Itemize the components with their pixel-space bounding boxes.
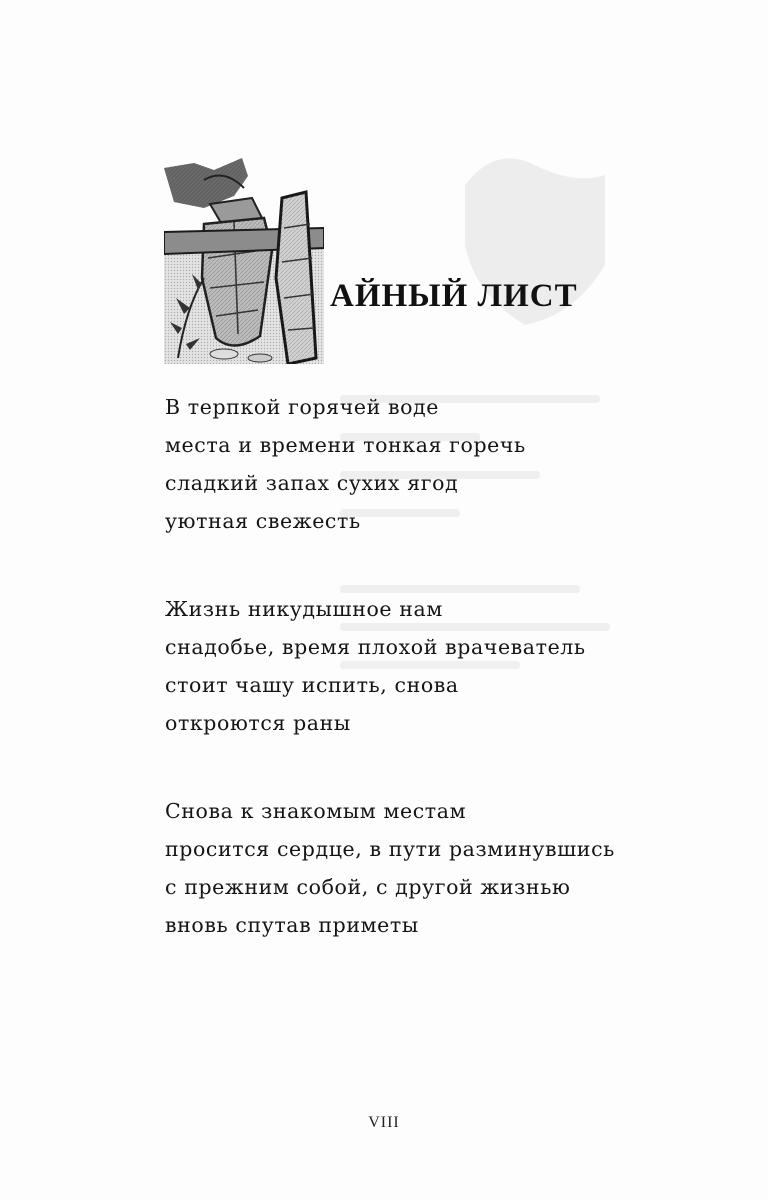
poem-line: В терпкой горячей воде — [165, 395, 440, 419]
poem-line: сладкий запах сухих ягод — [165, 471, 459, 495]
stanza — [165, 792, 645, 944]
poem-line: стоит чашу испить, снова — [165, 673, 459, 697]
poem-line: места и времени тонкая горечь — [165, 433, 526, 457]
poem-line: просится сердце, в пути разминувшись — [165, 837, 615, 861]
stanza — [165, 388, 645, 540]
poem-line: откроются раны — [165, 711, 351, 735]
poem-line: с прежним собой, с другой жизнью — [165, 875, 571, 899]
stanza — [165, 590, 645, 742]
poem-title: АЙНЫЙ ЛИСТ — [330, 278, 578, 314]
poem-line: уютная свежесть — [165, 509, 361, 533]
poem-line: снадобье, время плохой врачеватель — [165, 635, 586, 659]
illustrated-drop-cap-icon — [164, 158, 324, 364]
page-number: VIII — [368, 1114, 400, 1131]
poem-line: Жизнь никудышное нам — [165, 597, 443, 621]
poem-body — [165, 388, 645, 994]
poem-line: Снова к знакомым местам — [165, 799, 467, 823]
poem-line: вновь спутав приметы — [165, 913, 419, 937]
